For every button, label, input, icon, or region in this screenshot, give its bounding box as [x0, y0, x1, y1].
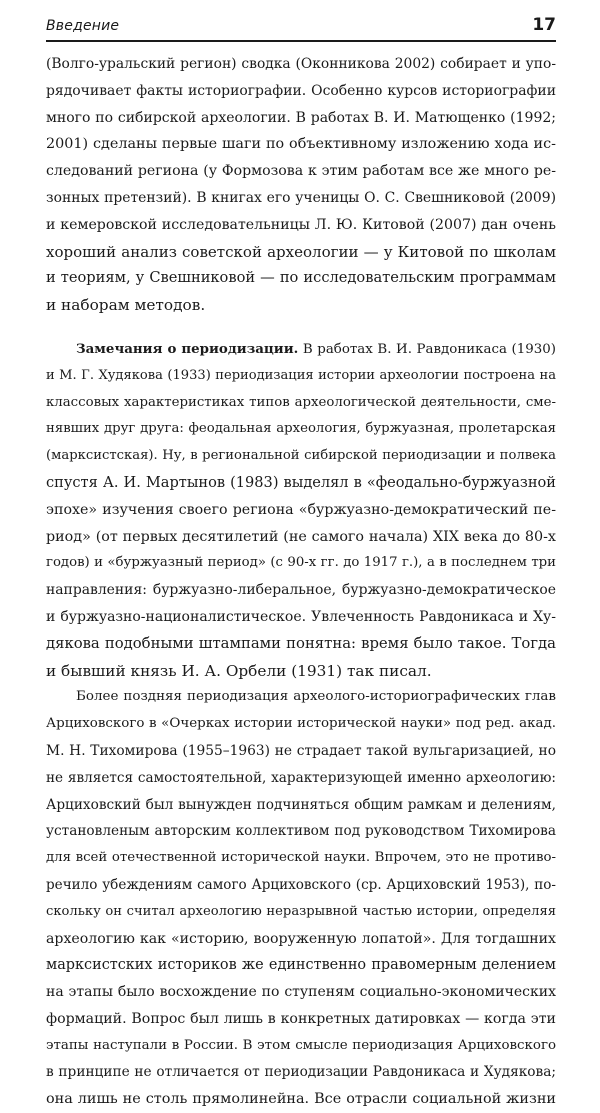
text-line: формаций. Вопрос был лишь в конкретных датировках — когда эти: [46, 1010, 556, 1027]
text-line: (Волго-уральский регион) сводка (Оконникова 2002) собирает и упо-: [46, 56, 556, 72]
text-line: и М. Г. Худякова (1933) периодизация истории археологии построена на: [46, 367, 556, 383]
text-line: зонных претензий). В книгах его ученицы О. С. Свешниковой (2009): [46, 189, 556, 206]
text-line: следований региона (у Формозова к этим работам все же много ре-: [46, 163, 556, 180]
text-line: эпохе» изучения своего региона «буржуазно-демократический пе-: [46, 501, 556, 518]
text-line: риод» (от первых десятилетий (не самого начала) XIX века до 80-х: [46, 528, 556, 545]
paragraph-periodization-remarks: [46, 336, 556, 684]
text-line: Арциховский был вынужден подчиняться общим рамкам и делениям,: [46, 796, 556, 813]
text-line: много по сибирской археологии. В работах В. И. Матющенко (1992;: [46, 109, 556, 126]
text-line-with-heading: [46, 336, 556, 363]
text-line: и бывший князь И. А. Орбели (1931) так писал.: [46, 661, 432, 680]
paragraph-sources: [46, 51, 556, 319]
section-title: Введение: [46, 18, 120, 34]
text-line: 2001) сделаны первые шаги по объективному изложению хода ис-: [46, 136, 556, 153]
text-line: Более поздняя периодизация археолого-историографических глав: [76, 689, 556, 705]
text-line: марксистских историков же единственно правомерным делением: [46, 957, 556, 974]
text-line: дякова подобными штампами понятна: время было такое. Тогда: [46, 634, 556, 652]
text-line: рядочивает факты историографии. Особенно курсов историографии: [46, 82, 556, 99]
text-line: скольку он считал археологию неразрывной частью истории, определяя: [46, 903, 556, 919]
text-line: М. Н. Тихомирова (1955–1963) не страдает такой вульгаризацией, но: [46, 742, 556, 759]
text-line: Арциховского в «Очерках истории исторической науки» под ред. акад.: [46, 716, 556, 732]
run-in-heading: Замечания о периодизации.: [76, 340, 299, 357]
text-line: и теориям, у Свешниковой — по исследовательским программам: [46, 269, 556, 287]
text-line: археологию как «историю, вооруженную лопатой». Для тогдашних: [46, 930, 556, 947]
running-head: [46, 12, 556, 42]
text-line: она лишь не столь прямолинейна. Все отрасли социальной жизни: [46, 1091, 556, 1108]
heading-line-rest: В работах В. И. Равдоникаса (1930): [298, 341, 556, 357]
text-line: этапы наступали в России. В этом смысле периодизация Арциховского: [46, 1037, 556, 1053]
text-line: хороший анализ советской археологии — у Китовой по школам: [46, 242, 556, 261]
page-number: 17: [532, 15, 556, 35]
text-line: нявших друг друга: феодальная археология, буржуазная, пролетарская: [46, 421, 556, 437]
paragraph-artsikhovsky: [46, 684, 556, 1113]
text-line: для всей отечественной исторической науки. Впрочем, это не противо-: [46, 850, 556, 866]
text-line: и наборам методов.: [46, 296, 206, 315]
text-line: не является самостоятельной, характеризующей именно археологию:: [46, 769, 556, 786]
text-line: речило убеждениям самого Арциховского (ср. Арциховский 1953), по-: [46, 876, 556, 893]
text-line: и кемеровской исследовательницы Л. Ю. Китовой (2007) дан очень: [46, 216, 556, 233]
text-line: спустя А. И. Мартынов (1983) выделял в «феодально-буржуазной: [46, 473, 556, 491]
text-line: направления: буржуазно-либеральное, буржуазно-демократическое: [46, 582, 556, 599]
text-line: установленым авторским коллективом под руководством Тихомирова: [46, 823, 556, 840]
text-line: (марксистская). Ну, в региональной сибирской периодизации и полвека: [46, 448, 556, 464]
body-text: [46, 51, 556, 1113]
text-line: и буржуазно-националистическое. Увлеченность Равдоникаса и Ху-: [46, 608, 556, 625]
text-line: классовых характеристиках типов археологической деятельности, сме-: [46, 394, 556, 410]
text-line: годов) и «буржуазный период» (с 90-х гг. до 1917 г.), а в последнем три: [46, 555, 556, 571]
text-line: в принципе не отличается от периодизации Равдоникаса и Худякова;: [46, 1064, 556, 1081]
text-line: на этапы было восхождение по ступеням социально-экономических: [46, 984, 556, 1001]
paragraph-spacer: [46, 319, 556, 336]
